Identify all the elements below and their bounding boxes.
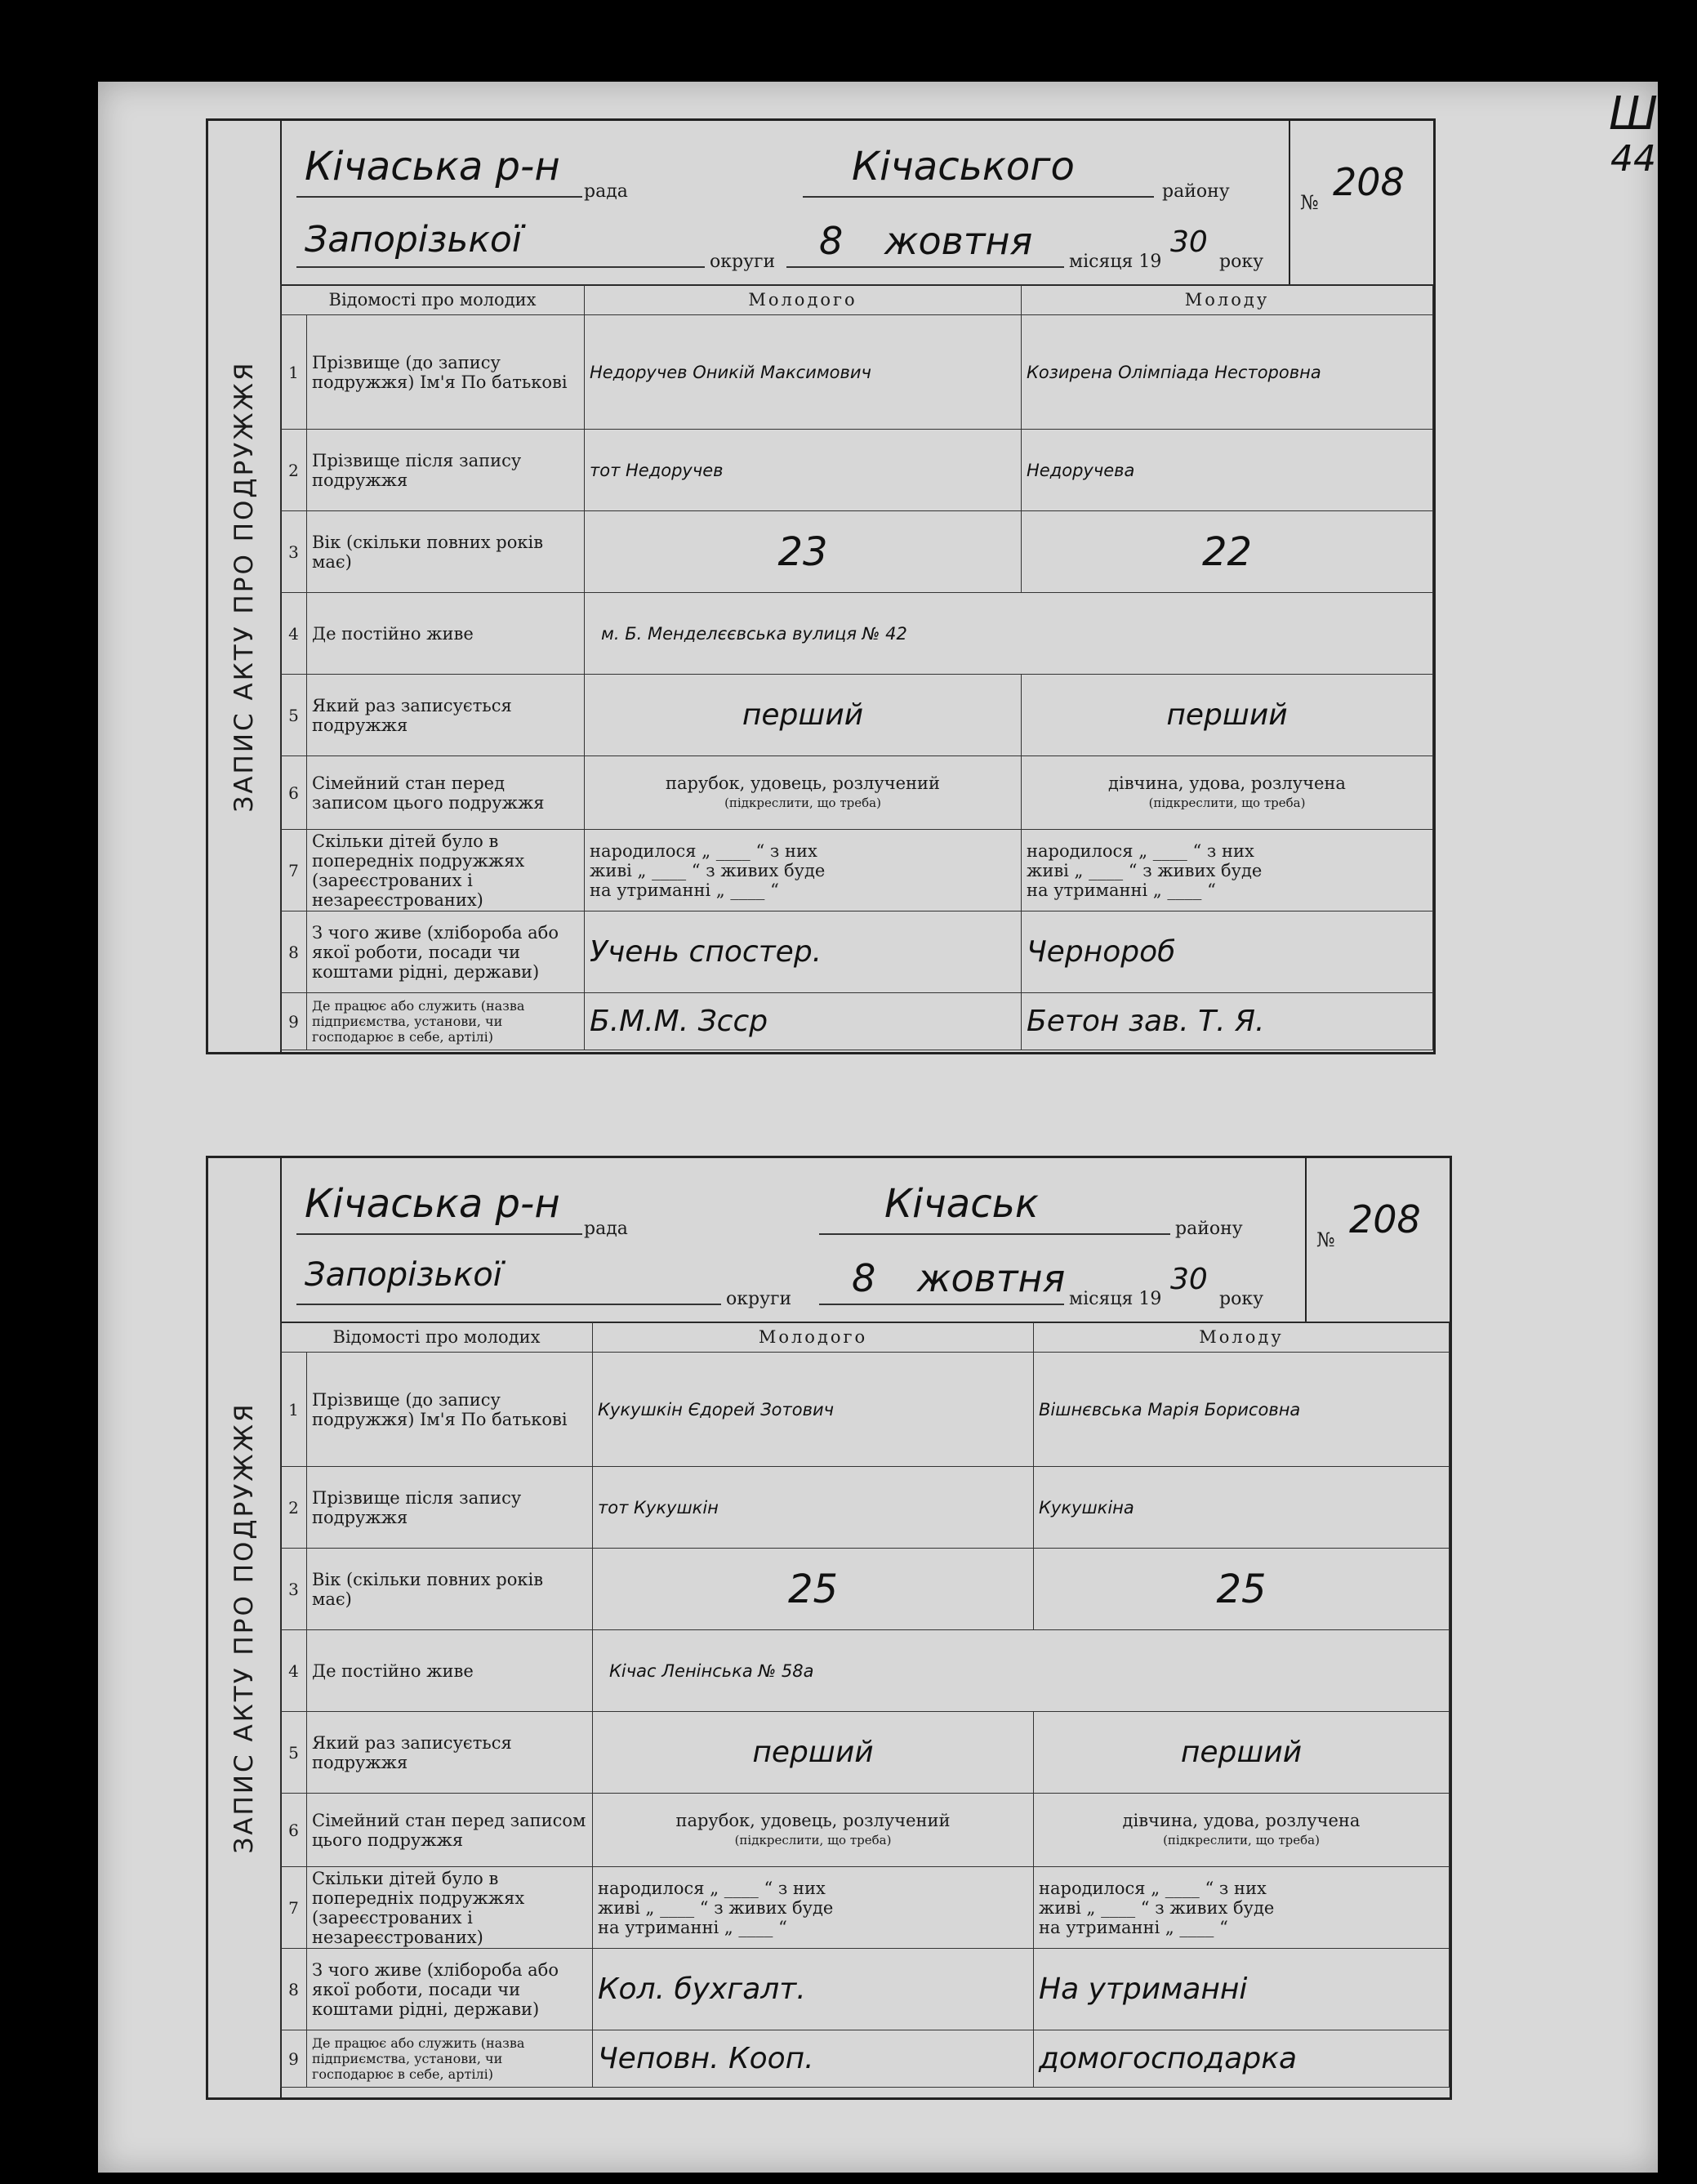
month-value: жовтня [917, 1256, 1066, 1300]
col-groom-header: Молодого [593, 1322, 1034, 1353]
table-row: 7 Скільки дітей було в попередніх подружжях (зареєстрованих і незареєстрованих) народилося „ ____ “ з них живі „ ____ “ з живих буде на утриманні „ ____ “ народилося „ ____ “ з них живі „ ____ “ з живих буде на утриманні „ ____ “ [281, 830, 1433, 911]
groom-surname-after: тот Кукушкін [593, 1467, 1034, 1549]
year-label: року [1219, 1289, 1264, 1309]
marriage-record-1 [206, 118, 1436, 1054]
table-row: 5 Який раз записується подружжя перший перший [281, 1712, 1450, 1794]
raion-value: Кічаського [852, 144, 1075, 189]
day-value: 8 [852, 1256, 876, 1300]
okrug-label: округи [710, 252, 776, 272]
raion-label: району [1175, 1219, 1243, 1239]
table-row: 2 Прізвище після запису подружжя тот Недоручев Недоручева [281, 430, 1433, 511]
rada-label: рада [584, 1219, 628, 1239]
col-groom-header: Молодого [585, 285, 1022, 315]
record-number: 208 [1333, 160, 1405, 204]
bride-workplace: домогосподарка [1034, 2030, 1450, 2088]
table-row: 5 Який раз записується подружжя перший перший [281, 675, 1433, 756]
raion-label: району [1162, 181, 1230, 202]
raion-value: Кічаськ [884, 1181, 1039, 1227]
marriage-record-2 [206, 1156, 1452, 2100]
table-row: 7 Скільки дітей було в попередніх подружжях (зареєстрованих і незареєстрованих) народилося „ ____ “ з них живі „ ____ “ з живих буде на утриманні „ ____ “ народилося „ ____ “ з них живі „ ____ “ з живих буде на утриманні „ ____ “ [281, 1867, 1450, 1949]
table-row: 3 Вік (скільки повних років має) 23 22 [281, 511, 1433, 593]
table-row: 6 Сімейний стан перед записом цього подружжя парубок, удовець, розлучений (підкреслити, що треба) дівчина, удова, розлучена (підкреслити, що треба) [281, 756, 1433, 830]
year-label: року [1219, 252, 1264, 272]
col-info-header: Відомості про молодих [281, 1322, 593, 1353]
col-bride-header: Молоду [1022, 285, 1433, 315]
groom-age: 25 [593, 1549, 1034, 1630]
rada-value: Кічаська р-н [305, 1181, 560, 1227]
bride-workplace: Бетон зав. Т. Я. [1022, 993, 1433, 1050]
bride-occupation: Чернороб [1022, 911, 1433, 993]
record-number-box: № 208 [1305, 1158, 1450, 1322]
table-row: 1 Прізвище (до запису подружжя) Ім'я По батькові Кукушкін Єдорей Зотович Вішнєвська Марія Борисовна [281, 1353, 1450, 1467]
month-label: місяця 19 [1069, 252, 1162, 272]
bride-times: перший [1022, 675, 1433, 756]
table-row: 9 Де працює або служить (назва підприємства, установи, чи господарює в себе, артілі) Б.М.М. Зсср Бетон зав. Т. Я. [281, 993, 1433, 1050]
record-header [280, 121, 1433, 286]
record-header [280, 1158, 1450, 1323]
record-number: 208 [1349, 1197, 1421, 1241]
table-row: 9 Де працює або служить (назва підприємства, установи, чи господарює в себе, артілі) Чеповн. Кооп. домогосподарка [281, 2030, 1450, 2088]
sidebar-title: ЗАПИС АКТУ ПРО ПОДРУЖЖЯ [208, 121, 282, 1052]
table-row: 4 Де постійно живе м. Б. Менделєєвська вулиця № 42 [281, 593, 1433, 675]
bride-times: перший [1034, 1712, 1450, 1794]
table-row: 4 Де постійно живе Кічас Ленінська № 58а [281, 1630, 1450, 1712]
table-row: 8 З чого живе (хлібороба або якої роботи, посади чи коштами рідні, держави) Кол. бухгалт. На утриманні [281, 1949, 1450, 2030]
col-bride-header: Молоду [1034, 1322, 1450, 1353]
rada-label: рада [584, 181, 628, 202]
day-value: 8 [819, 219, 844, 263]
table-header-row [281, 285, 1433, 315]
table-row: 3 Вік (скільки повних років має) 25 25 [281, 1549, 1450, 1630]
groom-occupation: Учень спостер. [585, 911, 1022, 993]
table-row: 8 З чого живе (хлібороба або якої роботи, посади чи коштами рідні, держави) Учень спостер. Чернороб [281, 911, 1433, 993]
col-info-header: Відомості про молодих [281, 285, 585, 315]
month-label: місяця 19 [1069, 1289, 1162, 1309]
table-row: 6 Сімейний стан перед записом цього подружжя парубок, удовець, розлучений (підкреслити, що треба) дівчина, удова, розлучена (підкреслити, що треба) [281, 1794, 1450, 1867]
groom-occupation: Кол. бухгалт. [593, 1949, 1034, 2030]
groom-age: 23 [585, 511, 1022, 593]
archive-mark: Ш 44 [1609, 87, 1658, 180]
bride-surname-after: Кукушкіна [1034, 1467, 1450, 1549]
sidebar-title: ЗАПИС АКТУ ПРО ПОДРУЖЖЯ [208, 1158, 282, 2097]
bride-name: Вішнєвська Марія Борисовна [1034, 1353, 1450, 1467]
record-table [280, 1322, 1450, 2088]
record-number-box: № 208 [1289, 121, 1433, 284]
year-value: 30 [1170, 1263, 1208, 1296]
table-header-row [281, 1322, 1450, 1353]
rada-value: Кічаська р-н [305, 144, 560, 189]
residence: м. Б. Менделєєвська вулиця № 42 [585, 593, 1433, 675]
okrug-value: Запорізької [305, 1256, 502, 1294]
table-row: 2 Прізвище після запису подружжя тот Кукушкін Кукушкіна [281, 1467, 1450, 1549]
year-value: 30 [1170, 225, 1208, 259]
record-table [280, 284, 1433, 1050]
groom-times: перший [585, 675, 1022, 756]
bride-age: 22 [1022, 511, 1433, 593]
bride-name: Козирена Олімпіада Несторовна [1022, 315, 1433, 430]
bride-age: 25 [1034, 1549, 1450, 1630]
month-value: жовтня [884, 219, 1033, 263]
okrug-value: Запорізької [305, 219, 523, 261]
residence: Кічас Ленінська № 58а [593, 1630, 1450, 1712]
table-row: 1 Прізвище (до запису подружжя) Ім'я По батькові Недоручев Оникій Максимович Козирена Олімпіада Несторовна [281, 315, 1433, 430]
groom-surname-after: тот Недоручев [585, 430, 1022, 511]
groom-workplace: Б.М.М. Зсср [585, 993, 1022, 1050]
groom-name: Кукушкін Єдорей Зотович [593, 1353, 1034, 1467]
groom-name: Недоручев Оникій Максимович [585, 315, 1022, 430]
groom-times: перший [593, 1712, 1034, 1794]
okrug-label: округи [726, 1289, 792, 1309]
bride-surname-after: Недоручева [1022, 430, 1433, 511]
bride-occupation: На утриманні [1034, 1949, 1450, 2030]
groom-workplace: Чеповн. Кооп. [593, 2030, 1034, 2088]
